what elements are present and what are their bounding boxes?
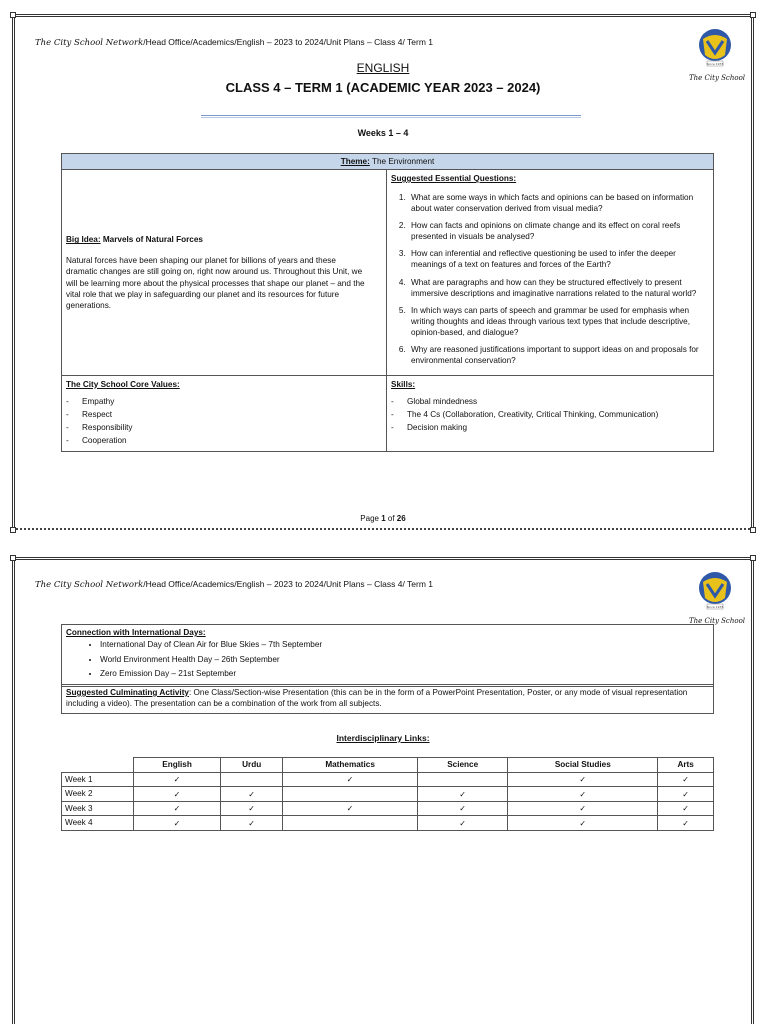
big-idea-cell: [62, 170, 387, 376]
check-cell: [283, 816, 418, 831]
culminating-activity-box: [61, 684, 714, 714]
interdisciplinary-links-table: [61, 757, 714, 831]
core-values-list: [66, 396, 382, 446]
list-item: 2. How can facts and opinions on climate change and its effect on coral reefs presented in visuals be analysed?: [408, 220, 709, 242]
list-item: • World Environment Health Day – 26th September: [100, 654, 709, 665]
school-network-name: The City School Network: [35, 38, 144, 48]
check-cell: ✓: [134, 816, 221, 831]
theme-value: The Environment: [369, 157, 435, 166]
page-of: of: [385, 514, 397, 523]
skills-list: [391, 396, 709, 433]
list-item: - Global mindedness: [391, 396, 709, 407]
theme-label: Theme:: [340, 157, 370, 166]
skills-cell: [387, 375, 714, 451]
page-corner: [750, 555, 756, 561]
values-skills-row: [62, 375, 714, 451]
list-item: 1. What are some ways in which facts and opinions can be based on information about water conservation derived from visual media?: [408, 192, 709, 214]
check-cell: ✓: [658, 787, 714, 802]
check-cell: ✓: [658, 801, 714, 816]
week-label: Week 3: [62, 801, 134, 816]
column-header: Social Studies: [508, 758, 658, 773]
check-cell: ✓: [418, 816, 508, 831]
page-number: [15, 514, 751, 523]
theme-cell: [62, 154, 714, 170]
list-item: • Zero Emission Day – 21st September: [100, 668, 709, 679]
check-cell: [283, 787, 418, 802]
list-item: - Empathy: [66, 396, 382, 407]
week-label: Week 2: [62, 787, 134, 802]
check-cell: ✓: [283, 801, 418, 816]
column-header: Science: [418, 758, 508, 773]
check-cell: ✓: [283, 772, 418, 787]
check-cell: ✓: [134, 787, 221, 802]
international-days-list: [66, 639, 709, 679]
logo-caption: The City School: [689, 617, 746, 625]
weeks-heading: Weeks 1 – 4: [357, 128, 409, 138]
list-item: - Responsibility: [66, 422, 382, 433]
page-corner: [10, 527, 16, 533]
international-days-label: Connection with International Days:: [66, 628, 206, 637]
class-term-title: CLASS 4 – TERM 1 (ACADEMIC YEAR 2023 – 2024): [225, 80, 541, 95]
essential-questions-cell: [387, 170, 714, 376]
list-item: - Decision making: [391, 422, 709, 433]
big-idea-text: Natural forces have been shaping our planet for billions of years and these dramatic changes are still going on, right now around us. Throughout this Unit, we will be learning more about the physical processes that shape our planet – and the vital role that we play in safeguarding our planet and its resources for future generations.: [66, 256, 365, 310]
table-row: [62, 772, 714, 787]
table-row: [62, 787, 714, 802]
page-corner: [10, 12, 16, 18]
column-header: Arts: [658, 758, 714, 773]
skills-label: Skills:: [391, 379, 416, 389]
page-corner: [750, 527, 756, 533]
list-item: 6. Why are reasoned justifications important to support ideas on and proposals for environmental conservation?: [408, 344, 709, 366]
list-item: - Respect: [66, 409, 382, 420]
culminating-activity-label: Suggested Culminating Activity: [66, 688, 189, 697]
check-cell: ✓: [221, 816, 283, 831]
check-cell: [221, 772, 283, 787]
week-label: Week 1: [62, 772, 134, 787]
school-logo: [689, 570, 746, 625]
list-item: 3. How can inferential and reflective questioning be used to infer the deeper meanings of a text on features and forces of the Earth?: [408, 248, 709, 270]
page-corner: [10, 555, 16, 561]
check-cell: ✓: [418, 787, 508, 802]
school-crest-icon: [697, 570, 733, 610]
check-cell: ✓: [221, 801, 283, 816]
column-header: English: [134, 758, 221, 773]
page-header: [35, 37, 433, 48]
column-header: Urdu: [221, 758, 283, 773]
page-prefix: Page: [360, 514, 382, 523]
list-item: 5. In which ways can parts of speech and grammar be used for emphasis when writing thoughts and ideas through various text types that include descriptive, opinion-based, and dialogue?: [408, 305, 709, 338]
list-item: - Cooperation: [66, 435, 382, 446]
logo-since-text: Since 1978: [706, 605, 724, 609]
check-cell: ✓: [658, 816, 714, 831]
culminating-activity-text: : One Class/Section-wise Presentation (this can be in the form of a PowerPoint Presentation, Poster, or any mode of visual representation including a video). The presentation can be a combination of the work from all subjects.: [66, 688, 688, 709]
table-header-row: [62, 758, 714, 773]
title-divider: [201, 115, 581, 118]
check-cell: ✓: [508, 816, 658, 831]
page-current: 1: [381, 514, 386, 523]
essential-questions-label: Suggested Essential Questions:: [391, 174, 517, 184]
page-corner: [750, 12, 756, 18]
logo-since-text: Since 1978: [706, 62, 724, 66]
check-cell: [418, 772, 508, 787]
page-total: 26: [396, 514, 406, 523]
big-idea-value: Marvels of Natural Forces: [100, 235, 203, 245]
blank-header-cell: [62, 758, 134, 773]
page-header: [35, 579, 433, 590]
logo-caption: The City School: [689, 74, 746, 82]
check-cell: ✓: [508, 787, 658, 802]
unit-overview-table: [61, 153, 714, 452]
theme-row: [62, 154, 714, 170]
list-item: 4. What are paragraphs and how can they be structured effectively to present immersive descriptions and imaginative narrations related to the natural world?: [408, 277, 709, 299]
international-days-box: [61, 624, 714, 687]
header-path: /Head Office/Academics/English – 2023 to 2024/Unit Plans – Class 4/ Term 1: [143, 37, 434, 47]
check-cell: ✓: [658, 772, 714, 787]
essential-questions-list: [391, 192, 709, 366]
check-cell: ✓: [134, 801, 221, 816]
header-path: /Head Office/Academics/English – 2023 to 2024/Unit Plans – Class 4/ Term 1: [143, 579, 434, 589]
document-page-1: [12, 14, 754, 530]
subject-title: ENGLISH: [356, 61, 410, 75]
column-header: Mathematics: [283, 758, 418, 773]
core-values-cell: [62, 375, 387, 451]
document-page-2: [12, 557, 754, 1024]
big-idea-row: [62, 170, 714, 376]
core-values-label: The City School Core Values:: [66, 379, 180, 389]
school-network-name: The City School Network: [35, 580, 144, 590]
table-row: [62, 801, 714, 816]
list-item: - The 4 Cs (Collaboration, Creativity, Critical Thinking, Communication): [391, 409, 709, 420]
check-cell: ✓: [221, 787, 283, 802]
check-cell: ✓: [418, 801, 508, 816]
big-idea-label: Big Idea:: [66, 235, 101, 245]
interdisciplinary-links-title: Interdisciplinary Links:: [336, 733, 430, 743]
week-label: Week 4: [62, 816, 134, 831]
check-cell: ✓: [134, 772, 221, 787]
check-cell: ✓: [508, 772, 658, 787]
table-row: [62, 816, 714, 831]
check-cell: ✓: [508, 801, 658, 816]
list-item: • International Day of Clean Air for Blue Skies – 7th September: [100, 639, 709, 650]
